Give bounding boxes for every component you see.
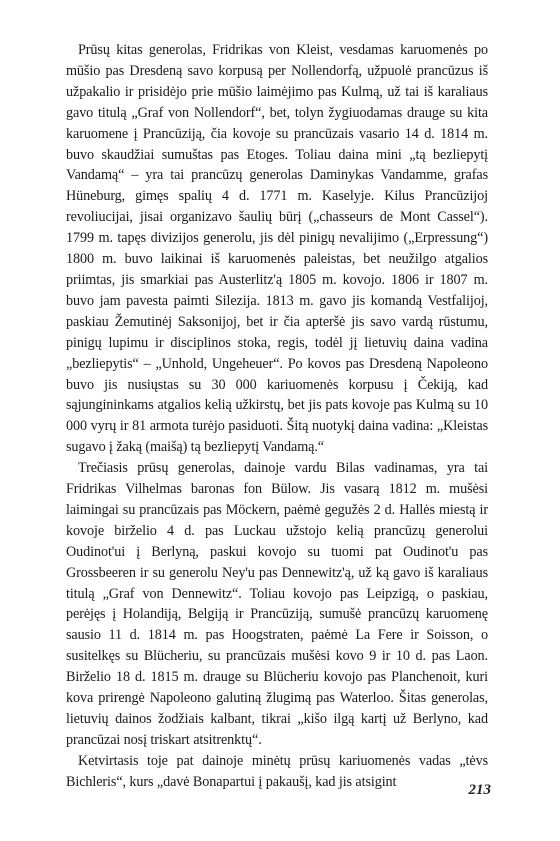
paragraph-kleist: Prūsų kitas generolas, Fridrikas von Kleist, vesdamas karuomenės po mūšio pas Dresdeną savo korpusą per Nollendorfą, užpuolė prancūzus iš užpakalio ir prisidėjo prie mūšio laimėjimo pas Kulmą, už tai iš karaliaus gavo titulą „Graf von Nollendorf“, bet, tolyn žygiuodamas drauge su kita karuomene į Prancūziją, čia kovoje su prancūzais vasario 14 d. 1814 m. buvo skaudžiai sumuštas pas Etoges. Toliau daina mini „tą bezliepytį Vandamą“ – yra tai prancūzų generolas Daminykas Vandamme, grafas Hüneburg, gimęs spalių 4 d. 1771 m. Kaselyje. Kilus Prancūzijoj revoliucijai, jisai organizavo šaulių būrį („chasseurs de Mont Cassel“). 1799 m. tapęs divizijos generolu, jis dėl pinigų nevalijimo („Erpressung“) 1800 m. buvo laikinai iš karuomenės paleistas, bet neužilgo atgalios priimtas, jis smarkiai pas Austerlitz'ą 1805 m. kovojo. 1806 ir 1807 m. buvo jam pavesta paimti Silezija. 1813 m. gavo jis komandą Vestfalijoj, paskiau Žemutinėj Saksonijoj, bet ir čia apteršė jis savo vardą rūstumu, pinigų lupimu ir disciplinos stoka, regis, todėl jį lietuvių daina vadina „bezliepytis“ – „Unhold, Ungeheuer“. Po kovos pas Dresdeną Napoleono buvo jis nusiųstas su 30 000 kariuomenės korpusu į Čekiją, kad sąjungininkams atgalios kelią užkirstų, bet jis pats kovoje pas Kulmą su 10 000 vyrų ir 81 armota turėjo pasiduoti. Šitą nuotykį daina vadina: „Kleistas sugavo į žaką (maišą) tą bezliepytį Vandamą.“: [66, 42, 488, 456]
paragraph-bichleris: Ketvirtasis toje pat dainoje minėtų prūsų kariuomenės vadas „tėvs Bichleris“, kurs „davė Bonapartui į pakaušį, kad jis atsigint: [66, 752, 488, 790]
page-body-text: [66, 40, 488, 793]
page-number: 213: [468, 782, 491, 798]
paragraph-bulow: Trečiasis prūsų generolas, dainoje vardu Bilas vadinamas, yra tai Fridrikas Vilhelmas baronas fon Bülow. Jis vasarą 1812 m. mušėsi laimingai su prancūzais pas Möckern, paėmė gegužės 2 d. Hallės miestą ir kovoje birželio 4 d. pas Luckau užstojo kelią prancūzų generolui Oudinot'ui į Berlyną, paskui kovojo su tuomi pat Oudinot'u pas Grossbeeren ir su generolu Ney'u pas Dennewitz'ą, už ką gavo iš karaliaus titulą „Graf von Dennewitz“. Toliau kovojo pas Leipzigą, o paskiau, perėjęs į Holandiją, Belgiją ir Prancūziją, sumušė prancūzų karuomenę sausio 11 d. 1814 m. pas Hoogstraten, paėmė La Fere ir Soisson, o susitelkęs su Blücheriu, su prancūzais mušėsi kovo 9 ir 10 d. pas Laon. Birželio 18 d. 1815 m. drauge su Blücheriu kovojo pas Planchenoit, kuri kova prirengė Napoleono galutiną žlugimą pas Waterloo. Šitas generolas, lietuvių dainos žodžiais kalbant, tikrai „kišo ilgą kartį už Berlyno, kad prancūzai nosį triskart atsitrenktų“.: [66, 460, 488, 748]
